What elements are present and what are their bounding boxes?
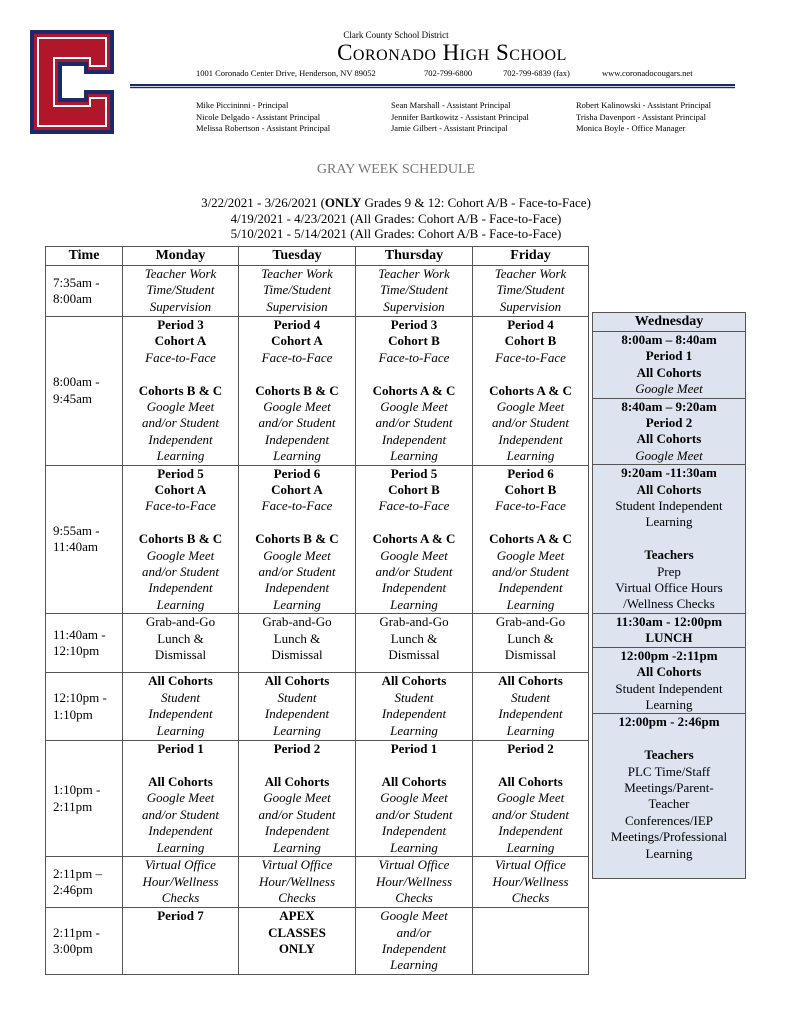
cell-line: Dismissal	[271, 647, 323, 663]
district-name: Clark County School District	[343, 30, 449, 40]
cell-line: Lunch &	[273, 630, 321, 646]
schedule-cell	[356, 673, 473, 741]
cell-line: Independent	[264, 580, 330, 596]
time-cell	[46, 266, 123, 317]
cohort-label: All Cohorts	[148, 673, 213, 689]
period-label: Period 1	[157, 741, 204, 757]
time-end: 1:10pm	[53, 706, 93, 722]
block-time: 9:20am -11:30am	[621, 465, 717, 481]
schedule-cell	[473, 465, 589, 614]
cell-line: Supervision	[383, 298, 445, 314]
period-label: Period 3	[390, 317, 438, 332]
cell-line: Supervision	[499, 298, 562, 314]
period-label: Period 4	[507, 317, 554, 332]
cell-line: Learning	[273, 448, 321, 464]
wednesday-block	[593, 648, 745, 715]
cohort-label: All Cohorts	[381, 774, 447, 790]
mode-label: Face-to-Face	[495, 498, 566, 514]
cell-line: Virtual Office Hours	[615, 580, 723, 596]
cell-line: Student	[511, 689, 550, 705]
period-label: Period 6	[273, 465, 321, 481]
cell-line: Learning	[645, 696, 693, 712]
cell-line: Learning	[390, 448, 438, 464]
cell-line: Google Meet	[380, 399, 448, 415]
cohort-label: Cohorts B & C	[138, 531, 223, 547]
cell-line: Independent	[148, 580, 213, 596]
school-website[interactable]: www.coronadocougars.net	[602, 68, 693, 78]
cell-line: Learning	[156, 839, 205, 855]
cell-line: Learning	[506, 722, 555, 738]
cohort-label: Cohort B	[388, 333, 440, 349]
staff-column-1	[196, 100, 330, 135]
cell-line: Teacher Work	[494, 266, 567, 281]
date-range-2: 4/19/2021 - 4/23/2021 (All Grades: Cohort A/B - Face-to-Face)	[230, 210, 562, 226]
cell-line: and/or Student	[142, 806, 219, 822]
time-end: 9:45am	[53, 390, 92, 406]
wednesday-block	[593, 465, 745, 614]
time-cell	[46, 908, 123, 975]
schedule-cell	[239, 908, 356, 975]
cell-line: /Wellness Checks	[623, 596, 715, 612]
cohort-label: Cohort A	[271, 482, 323, 498]
wednesday-schedule	[592, 312, 746, 879]
mode-label: Face-to-Face	[495, 349, 566, 365]
cohort-label: All Cohorts	[636, 481, 702, 497]
date-text: 3/22/2021 - 3/26/2021 (	[201, 195, 325, 210]
cell-line: Prep	[657, 563, 681, 579]
period-label: Period 1	[390, 741, 438, 757]
cell-line: Google Meet	[380, 790, 448, 806]
cell-line: Independent	[148, 706, 213, 722]
cohort-label: Cohorts B & C	[255, 531, 339, 547]
cell-line: Hour/Wellness	[258, 873, 336, 889]
cell-line: Dismissal	[388, 647, 440, 663]
wednesday-block	[593, 714, 745, 878]
schedule-cell	[473, 266, 589, 317]
schedule-cell	[123, 465, 239, 614]
cell-line: Virtual Office	[145, 857, 216, 873]
period-label: Period 2	[273, 741, 321, 757]
cohort-label: All Cohorts	[498, 774, 563, 790]
cell-line: Independent	[381, 580, 447, 596]
period-label: Period 3	[157, 317, 204, 332]
staff-entry: Nicole Delgado - Assistant Principal	[196, 111, 321, 122]
cell-line: Google Meet	[146, 399, 215, 415]
wednesday-block	[593, 614, 745, 648]
mode-label: Face-to-Face	[261, 498, 333, 514]
date-emphasis: ONLY	[324, 195, 362, 210]
schedule-cell	[123, 317, 239, 466]
cohort-label: Cohorts A & C	[372, 382, 456, 398]
cohort-label: All Cohorts	[498, 673, 563, 689]
time-start: 12:10pm -	[53, 690, 107, 706]
staff-column-3	[576, 100, 711, 135]
cohort-label: Cohorts B & C	[138, 382, 223, 398]
staff-entry: Jennifer Bartkowitz - Assistant Principal	[391, 111, 529, 122]
schedule-cell	[473, 857, 589, 908]
schedule-cell	[473, 614, 589, 673]
schedule-cell	[473, 741, 589, 857]
cell-line: Grab-and-Go	[145, 614, 216, 630]
time-end: 12:10pm	[53, 643, 100, 659]
cell-line: Grab-and-Go	[379, 614, 449, 630]
cell-line: Google Meet	[496, 547, 565, 563]
schedule-table	[45, 246, 589, 975]
date-text: Grades 9 & 12: Cohort A/B - Face-to-Face)	[361, 195, 591, 210]
time-end: 11:40am	[53, 539, 99, 555]
cell-line: Meetings/Professional	[610, 829, 728, 845]
cell-line: Time/Student	[380, 282, 448, 298]
staff-entry: Monica Boyle - Office Manager	[576, 123, 686, 133]
mode-label: Face-to-Face	[145, 349, 216, 365]
cell-line: Independent	[148, 431, 213, 447]
date-ranges	[0, 195, 792, 242]
schedule-cell	[356, 857, 473, 908]
cell-line: Independent	[498, 580, 563, 596]
schedule-cell	[473, 317, 589, 466]
cell-line: Learning	[390, 957, 438, 973]
block-time: 12:00pm - 2:46pm	[618, 714, 720, 730]
mode-label: Face-to-Face	[145, 498, 216, 514]
cohort-label: Cohorts B & C	[255, 382, 339, 398]
cohort-label: Cohort A	[154, 482, 207, 498]
cell-line: ONLY	[278, 940, 316, 956]
staff-entry: Melissa Robertson - Assistant Principal	[196, 123, 331, 133]
cell-line: Learning	[390, 596, 438, 612]
cell-line: APEX	[279, 908, 315, 924]
time-start: 8:00am -	[53, 374, 100, 390]
cell-line: Supervision	[149, 298, 212, 314]
schedule-cell	[123, 908, 239, 975]
cell-line: Independent	[381, 706, 447, 722]
cell-line: Google Meet	[635, 447, 703, 463]
table-row	[46, 857, 589, 908]
cell-line: Lunch &	[507, 630, 554, 646]
time-start: 1:10pm -	[53, 782, 101, 798]
cell-line: Virtual Office	[378, 857, 450, 873]
cell-line: Learning	[273, 722, 321, 738]
cell-line: Independent	[148, 823, 213, 839]
schedule-cell	[123, 266, 239, 317]
schedule-cell	[123, 673, 239, 741]
school-address: 1001 Coronado Center Drive, Henderson, NV 89052	[196, 68, 376, 78]
time-start: 2:11pm –	[53, 865, 102, 881]
cohort-label: All Cohorts	[381, 673, 447, 689]
cell-line: Google Meet	[380, 547, 448, 563]
cell-line: Grab-and-Go	[495, 614, 566, 630]
cell-line: Independent	[381, 431, 447, 447]
period-label: Period 2	[645, 415, 693, 431]
schedule-cell	[239, 857, 356, 908]
cohort-label: Cohort A	[154, 333, 207, 349]
cell-line: Learning	[156, 448, 205, 464]
cell-line: Independent	[264, 431, 330, 447]
cell-line: and/or Student	[258, 806, 336, 822]
cell-line: Teacher Work	[378, 266, 450, 281]
cell-line: and/or Student	[142, 564, 219, 580]
schedule-cell	[123, 741, 239, 857]
period-label: Period 5	[390, 465, 438, 481]
date-range-3: 5/10/2021 - 5/14/2021 (All Grades: Cohort A/B - Face-to-Face)	[230, 226, 562, 241]
cell-line: and/or Student	[142, 415, 219, 431]
block-time: 8:40am – 9:20am	[621, 398, 717, 414]
block-time: 11:30am - 12:00pm	[615, 613, 723, 629]
time-cell	[46, 741, 123, 857]
schedule-title: GRAY WEEK SCHEDULE	[316, 162, 476, 177]
cohort-label: All Cohorts	[264, 774, 330, 790]
mode-label: Face-to-Face	[378, 498, 450, 514]
cohort-label: Cohort A	[271, 333, 323, 349]
cell-line: Lunch &	[390, 630, 438, 646]
staff-entry: Sean Marshall - Assistant Principal	[391, 100, 511, 110]
date-range-1	[0, 195, 792, 211]
mode-label: Face-to-Face	[261, 349, 333, 365]
col-header-thursday: Thursday	[356, 247, 473, 266]
cell-line: Teachers	[644, 747, 694, 763]
schedule-cell	[356, 741, 473, 857]
mode-label: Face-to-Face	[378, 349, 450, 365]
cohort-label: All Cohorts	[264, 673, 330, 689]
cell-line: Independent	[498, 823, 563, 839]
col-header-friday: Friday	[473, 247, 589, 266]
cell-line: Teachers	[644, 547, 694, 563]
schedule-cell	[239, 741, 356, 857]
cell-line: Learning	[273, 596, 321, 612]
cell-line: Learning	[506, 839, 555, 855]
cell-line: Virtual Office	[495, 857, 566, 873]
cell-line: Teacher Work	[144, 266, 217, 281]
cell-line: Teacher	[648, 796, 690, 812]
time-start: 11:40am -	[53, 626, 106, 642]
cell-line: Google Meet	[496, 790, 565, 806]
cell-line: Supervision	[266, 298, 328, 314]
cell-line: Independent	[381, 823, 447, 839]
cohort-label: Cohorts A & C	[489, 382, 572, 398]
schedule-cell	[356, 908, 473, 975]
cell-line: Checks	[161, 889, 200, 905]
schedule-cell	[473, 908, 589, 975]
school-name: Coronado High School	[337, 40, 567, 65]
staff-column-2	[391, 100, 529, 135]
cell-line: Google Meet	[496, 399, 565, 415]
time-start: 2:11pm -	[53, 924, 100, 940]
wednesday-block	[593, 332, 745, 399]
cell-line: and/or Student	[375, 415, 453, 431]
time-start: 7:35am -	[53, 274, 100, 290]
cell-line: Student	[277, 689, 317, 705]
staff-entry: Trisha Davenport - Assistant Principal	[576, 111, 707, 122]
schedule-cell	[356, 465, 473, 614]
staff-entry: Robert Kalinowski - Assistant Principal	[576, 100, 712, 110]
time-start: 9:55am -	[53, 523, 100, 539]
school-fax: 702-799-6839 (fax)	[503, 68, 570, 78]
cell-line: Google Meet	[263, 399, 331, 415]
schedule-cell	[123, 857, 239, 908]
table-row	[46, 317, 589, 466]
block-time: 12:00pm -2:11pm	[620, 647, 718, 663]
cohort-label: All Cohorts	[148, 774, 213, 790]
cell-line: Learning	[390, 839, 438, 855]
cell-line: Independent	[264, 706, 330, 722]
cell-line: Teacher Work	[261, 266, 333, 281]
schedule-cell	[123, 614, 239, 673]
cell-line: Learning	[506, 448, 555, 464]
period-label: Period 6	[507, 465, 554, 481]
cell-line: Dismissal	[154, 647, 207, 663]
cell-line: Google Meet	[380, 908, 448, 924]
period-label: Period 4	[273, 317, 321, 332]
cell-line: Independent	[381, 940, 447, 956]
cell-line: Independent	[264, 823, 330, 839]
cell-line: and/or Student	[492, 564, 569, 580]
cell-line: Hour/Wellness	[142, 873, 219, 889]
cell-line: Learning	[645, 514, 693, 530]
time-cell	[46, 317, 123, 466]
period-label: Period 7	[157, 908, 204, 924]
cell-line: Google Meet	[146, 547, 215, 563]
cell-line: Checks	[278, 889, 316, 905]
cell-line: and/or Student	[258, 564, 336, 580]
wednesday-block	[593, 399, 745, 466]
school-phone: 702-799-6800	[424, 68, 473, 78]
cohort-label: Cohorts A & C	[372, 531, 456, 547]
col-header-monday: Monday	[123, 247, 239, 266]
cell-line: Learning	[273, 839, 321, 855]
schedule-cell	[239, 614, 356, 673]
cohort-label: All Cohorts	[636, 431, 702, 447]
schedule-cell	[239, 317, 356, 466]
table-row	[46, 673, 589, 741]
cell-line: and/or Student	[258, 415, 336, 431]
cohort-label: Cohort B	[388, 482, 440, 498]
time-cell	[46, 614, 123, 673]
cell-line: Hour/Wellness	[375, 873, 453, 889]
col-header-tuesday: Tuesday	[239, 247, 356, 266]
cell-line: PLC Time/Staff	[627, 763, 711, 779]
cell-line: Learning	[390, 722, 438, 738]
cohort-label: Cohort B	[504, 482, 557, 498]
cell-line: Grab-and-Go	[262, 614, 332, 630]
table-row	[46, 614, 589, 673]
header-rule	[130, 84, 735, 89]
block-time: 8:00am – 8:40am	[621, 332, 717, 347]
cell-line: Student	[394, 689, 434, 705]
wednesday-header: Wednesday	[593, 313, 745, 332]
period-label: Period 2	[507, 741, 554, 757]
schedule-cell	[356, 317, 473, 466]
time-cell	[46, 673, 123, 741]
staff-entry: Mike Piccininni - Principal	[196, 100, 289, 110]
cell-line: Independent	[498, 431, 563, 447]
cell-line: and/or Student	[375, 564, 453, 580]
time-end: 3:00pm	[53, 940, 93, 956]
cohort-label: Cohorts A & C	[489, 531, 572, 547]
schedule-cell	[239, 673, 356, 741]
cell-line: Learning	[506, 596, 555, 612]
cell-line: Time/Student	[263, 282, 331, 298]
period-label: Period 1	[645, 348, 693, 364]
cell-line: Student Independent	[615, 498, 723, 514]
cell-line: Hour/Wellness	[492, 873, 569, 889]
cell-line: Student	[161, 689, 200, 705]
cell-line: and/or Student	[492, 415, 569, 431]
cell-line: Checks	[511, 889, 550, 905]
time-end: 2:11pm	[53, 798, 93, 814]
time-cell	[46, 857, 123, 908]
cell-line: Conferences/IEP	[624, 812, 714, 828]
cell-line: Google Meet	[146, 790, 215, 806]
cell-line: Checks	[395, 889, 433, 905]
schedule-cell	[356, 614, 473, 673]
cell-line: CLASSES	[268, 924, 326, 940]
schedule-cell	[356, 266, 473, 317]
cell-line: Learning	[156, 722, 205, 738]
schedule-cell	[239, 266, 356, 317]
cohort-label: Cohort B	[504, 333, 557, 349]
period-label: Period 5	[157, 465, 204, 481]
cell-line: and/or Student	[492, 806, 569, 822]
time-cell	[46, 465, 123, 614]
cohort-label: All Cohorts	[636, 664, 702, 680]
cell-line: Learning	[156, 596, 205, 612]
cell-line: and/or Student	[375, 806, 453, 822]
cell-line: Google Meet	[263, 547, 331, 563]
table-row	[46, 741, 589, 857]
cell-line: Time/Student	[496, 282, 565, 298]
cell-line: Dismissal	[504, 647, 557, 663]
schedule-cell	[239, 465, 356, 614]
cell-line: Time/Student	[146, 282, 215, 298]
cohort-label: All Cohorts	[636, 364, 702, 380]
schedule-cell	[473, 673, 589, 741]
table-row	[46, 908, 589, 975]
cell-line: Virtual Office	[261, 857, 333, 873]
cell-line: Independent	[498, 706, 563, 722]
cell-line: Google Meet	[635, 381, 703, 397]
cell-line: Meetings/Parent-	[624, 779, 714, 795]
cell-line: LUNCH	[645, 630, 693, 646]
staff-entry: Jamie Gilbert - Assistant Principal	[391, 123, 508, 133]
table-row	[46, 465, 589, 614]
cell-line: Student Independent	[615, 680, 723, 696]
col-header-time: Time	[46, 247, 123, 266]
cell-line: Google Meet	[263, 790, 331, 806]
cell-line: Lunch &	[157, 630, 204, 646]
cell-line: and/or	[396, 924, 432, 940]
table-header-row	[46, 247, 589, 266]
cell-line: Learning	[645, 845, 693, 861]
table-row	[46, 266, 589, 317]
time-end: 2:46pm	[53, 882, 93, 898]
time-end: 8:00am	[53, 291, 92, 306]
